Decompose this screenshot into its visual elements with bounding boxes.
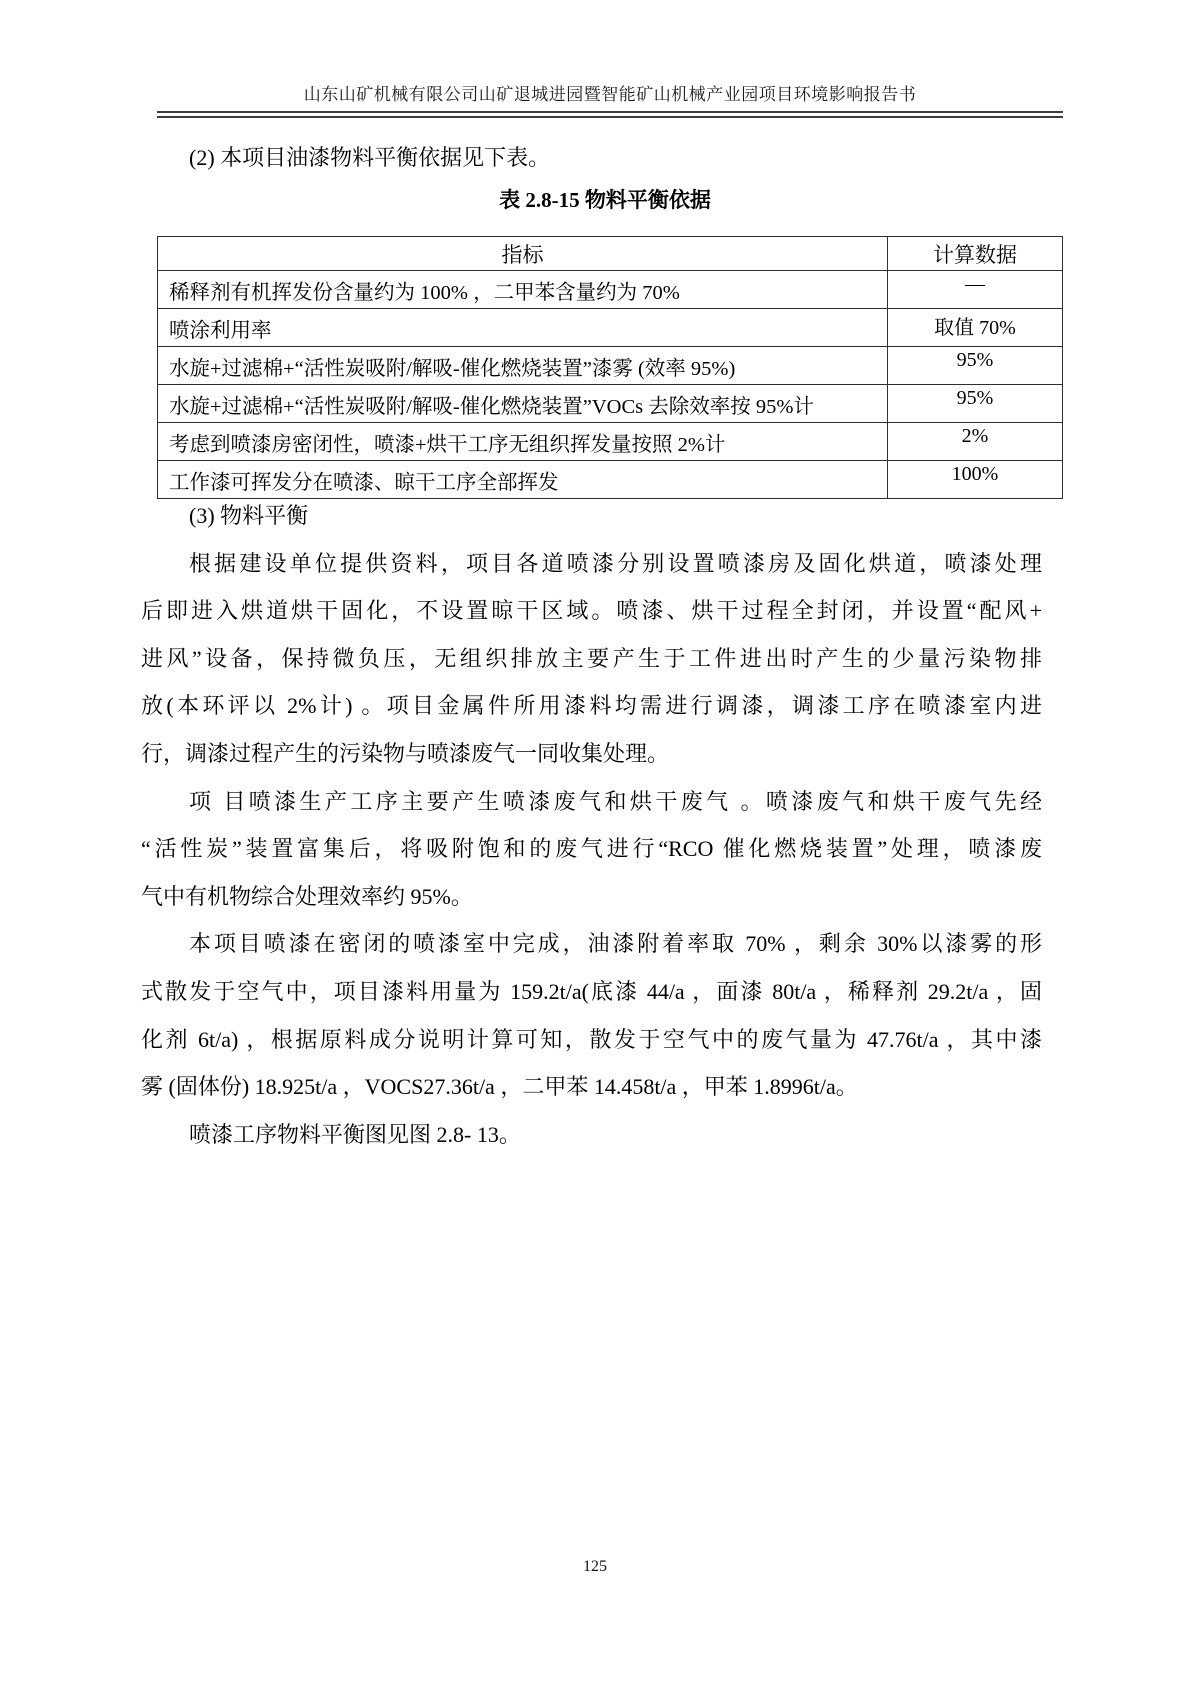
column-header-indicator: 指标 [158, 237, 888, 271]
body-line: 本项目喷漆在密闭的喷漆室中完成，油漆附着率取 70% ，剩余 30%以漆雾的形 [189, 931, 1042, 957]
body-line: 根据建设单位提供资料，项目各道喷漆分别设置喷漆房及固化烘道，喷漆处理 [189, 550, 1042, 576]
body-line: 喷漆工序物料平衡图见图 2.8- 13。 [189, 1121, 521, 1147]
table-header-row [158, 237, 1063, 271]
report-header-title: 山东山矿机械有限公司山矿退城进园暨智能矿山机械产业园项目环境影响报告书 [303, 85, 917, 104]
page-number: 125 [583, 1558, 607, 1575]
value-cell: — [888, 271, 1063, 309]
body-line: 式散发于空气中，项目漆料用量为 159.2t/a(底漆 44/a ，面漆 80t/a ，稀释剂 29.2t/a ，固 [141, 978, 1042, 1004]
value-cell: 95% [888, 347, 1063, 385]
section-heading: (3) 物料平衡 [189, 503, 309, 528]
body-line: 项 目喷漆生产工序主要产生喷漆废气和烘干废气 。喷漆废气和烘干废气先经 [189, 788, 1042, 814]
value-cell: 100% [888, 461, 1063, 499]
body-line: 放(本环评以 2%计) 。项目金属件所用漆料均需进行调漆，调漆工序在喷漆室内进 [141, 693, 1042, 719]
value-cell: 95% [888, 385, 1063, 423]
body-line: 行，调漆过程产生的污染物与喷漆废气一同收集处理。 [141, 740, 670, 766]
table-row [158, 309, 1063, 347]
body-line: 雾 (固体份) 18.925t/a ，VOCS27.36t/a ，二甲苯 14.458t/a ，甲苯 1.8996t/a。 [141, 1074, 858, 1100]
table-row [158, 271, 1063, 309]
body-line: 气中有机物综合处理效率约 95%。 [141, 883, 473, 909]
table-caption: 表 2.8-15 物料平衡依据 [499, 188, 711, 212]
body-line: 进风”设备，保持微负压，无组织排放主要产生于工件进出时产生的少量污染物排 [141, 645, 1042, 671]
indicator-cell: 水旋+过滤棉+“活性炭吸附/解吸-催化燃烧装置”VOCs 去除效率按 95%计 [158, 385, 888, 423]
table-row [158, 423, 1063, 461]
body-line: “活性炭”装置富集后，将吸附饱和的废气进行“RCO 催化燃烧装置”处理，喷漆废 [141, 836, 1042, 862]
header-rule [157, 111, 1063, 118]
body-line: 化剂 6t/a) ，根据原料成分说明计算可知，散发于空气中的废气量为 47.76t/a ，其中漆 [141, 1026, 1042, 1052]
indicator-cell: 喷涂利用率 [158, 309, 888, 347]
value-cell: 2% [888, 423, 1063, 461]
indicator-cell: 工作漆可挥发分在喷漆、晾干工序全部挥发 [158, 461, 888, 499]
indicator-cell: 稀释剂有机挥发份含量约为 100% ，二甲苯含量约为 70% [158, 271, 888, 309]
indicator-cell: 考虑到喷漆房密闭性，喷漆+烘干工序无组织挥发量按照 2%计 [158, 423, 888, 461]
intro-paragraph: (2) 本项目油漆物料平衡依据见下表。 [189, 145, 551, 170]
column-header-value: 计算数据 [888, 237, 1063, 271]
table-row [158, 385, 1063, 423]
body-line: 后即进入烘道烘干固化，不设置晾干区域。喷漆、烘干过程全封闭，并设置“配风+ [141, 598, 1042, 624]
indicator-cell: 水旋+过滤棉+“活性炭吸附/解吸-催化燃烧装置”漆雾 (效率 95%) [158, 347, 888, 385]
value-cell: 取值 70% [888, 309, 1063, 347]
body-text-block [141, 492, 1042, 1158]
table-row [158, 347, 1063, 385]
material-balance-table [157, 236, 1063, 499]
